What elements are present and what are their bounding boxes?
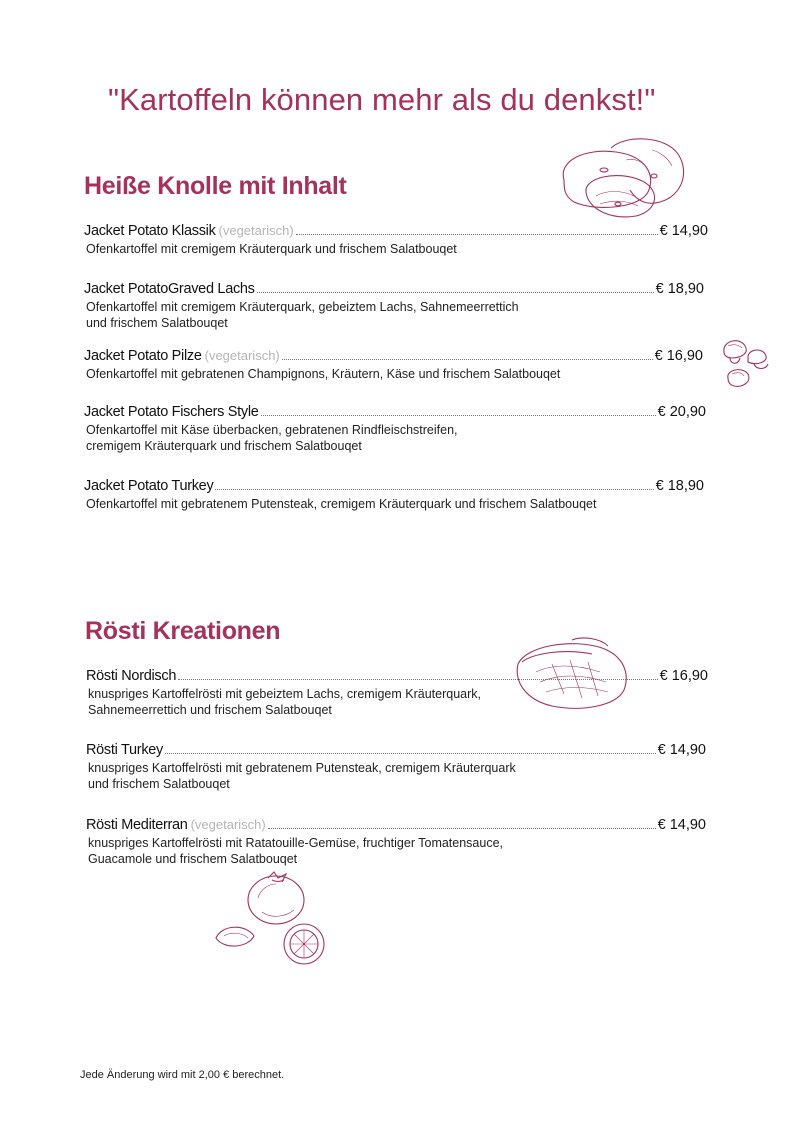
- section-title-jacket-potatoes: Heiße Knolle mit Inhalt: [84, 172, 347, 200]
- tomatoes-illustration: [212, 868, 328, 968]
- item-note: (vegetarisch): [190, 817, 266, 832]
- menu-item: [86, 742, 706, 792]
- item-description: Ofenkartoffel mit Käse überbacken, gebratenen Rindfleischstreifen, cremigem Kräuterquark und frischem Salatbouqet: [86, 423, 458, 453]
- menu-headline: "Kartoffeln können mehr als du denkst!": [108, 82, 656, 117]
- item-description: Ofenkartoffel mit cremigem Kräuterquark, gebeiztem Lachs, Sahnemeerrettich und frischem Salatbouqet: [86, 300, 519, 330]
- item-name: Jacket PotatoGraved Lachs: [84, 281, 255, 297]
- item-description: knuspriges Kartoffelrösti mit gebratenem Putensteak, cremigem Kräuterquark und frischem Salatbouqet: [88, 761, 516, 791]
- item-name: Jacket Potato Turkey: [84, 478, 214, 494]
- menu-item: [84, 404, 706, 454]
- menu-item: [84, 348, 703, 382]
- item-description: Ofenkartoffel mit gebratenen Champignons, Kräutern, Käse und frischem Salatbouqet: [86, 367, 561, 381]
- item-price: € 18,90: [655, 478, 704, 494]
- item-name: Jacket Potato Fischers Style: [84, 404, 259, 420]
- item-name: Rösti Mediterran: [86, 817, 188, 833]
- dot-leader: [296, 234, 658, 235]
- dot-leader: [215, 489, 653, 490]
- item-price: € 20,90: [657, 404, 706, 420]
- menu-item: [84, 478, 704, 512]
- item-description: knuspriges Kartoffelrösti mit gebeiztem Lachs, cremigem Kräuterquark, Sahnemeerrettich und frischem Salatbouqet: [88, 687, 481, 717]
- potatoes-illustration: [556, 130, 691, 220]
- section-title-roesti: Rösti Kreationen: [85, 617, 281, 645]
- item-description: knuspriges Kartoffelrösti mit Ratatouille-Gemüse, fruchtiger Tomatensauce, Guacamole und frischem Salatbouqet: [88, 836, 504, 866]
- item-price: € 14,90: [657, 742, 706, 758]
- footer-note: Jede Änderung wird mit 2,00 € berechnet.: [80, 1069, 285, 1081]
- item-price: € 14,90: [659, 223, 708, 239]
- item-name: Jacket Potato Pilze: [84, 348, 202, 364]
- mushrooms-illustration: [718, 334, 774, 394]
- menu-item: [84, 281, 704, 331]
- item-price: € 14,90: [657, 817, 706, 833]
- item-price: € 16,90: [659, 668, 708, 684]
- dot-leader: [165, 753, 656, 754]
- item-description: Ofenkartoffel mit cremigem Kräuterquark und frischem Salatbouqet: [86, 242, 457, 256]
- salmon-illustration: [512, 634, 632, 714]
- item-note: (vegetarisch): [218, 223, 294, 238]
- dot-leader: [261, 415, 656, 416]
- dot-leader: [282, 359, 653, 360]
- item-note: (vegetarisch): [204, 348, 280, 363]
- item-name: Jacket Potato Klassik: [84, 223, 216, 239]
- dot-leader: [257, 292, 654, 293]
- dot-leader: [268, 828, 656, 829]
- menu-item: [84, 223, 708, 257]
- item-name: Rösti Nordisch: [86, 668, 177, 684]
- item-price: € 16,90: [654, 348, 703, 364]
- item-price: € 18,90: [655, 281, 704, 297]
- menu-item: [86, 817, 706, 867]
- item-name: Rösti Turkey: [86, 742, 163, 758]
- item-description: Ofenkartoffel mit gebratenem Putensteak, cremigem Kräuterquark und frischem Salatbouqet: [86, 497, 597, 511]
